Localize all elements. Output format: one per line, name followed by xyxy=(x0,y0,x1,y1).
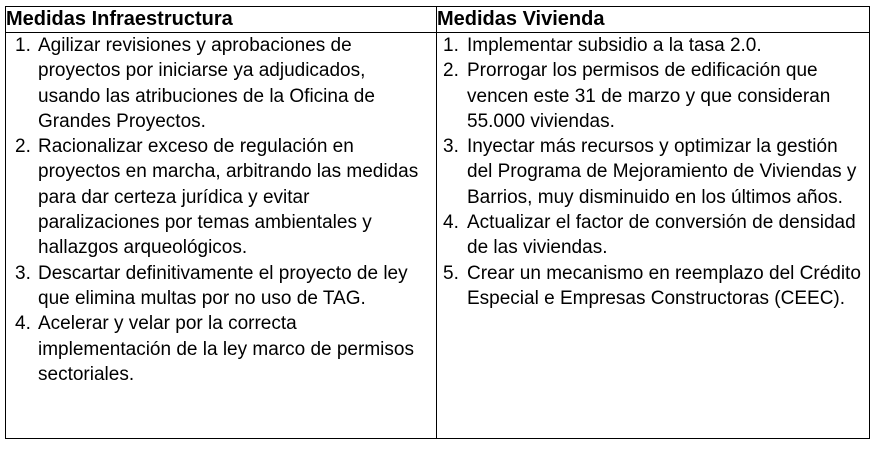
item-text: Inyectar más recursos y optimizar la gestión del Programa de Mejoramiento de Viviendas y Barrios, muy disminuido en los últimos años. xyxy=(467,136,857,208)
list-item xyxy=(437,58,869,134)
housing-header: Medidas Vivienda xyxy=(437,7,870,33)
item-text: Descartar definitivamente el proyecto de ley que elimina multas por no uso de TAG. xyxy=(38,262,408,309)
list-item xyxy=(6,261,436,312)
item-number: 2. xyxy=(15,136,31,158)
list-item xyxy=(437,33,869,58)
housing-list xyxy=(437,33,869,311)
list-item xyxy=(437,261,869,312)
item-number: 1. xyxy=(15,35,31,56)
infrastructure-list xyxy=(6,33,436,387)
list-item xyxy=(437,210,869,261)
infrastructure-header: Medidas Infraestructura xyxy=(6,7,437,33)
list-item xyxy=(6,134,436,260)
list-item xyxy=(6,33,436,134)
item-number: 2. xyxy=(443,60,459,82)
item-number: 1. xyxy=(443,35,459,56)
item-text: Racionalizar exceso de regulación en proyectos en marcha, arbitrando las medidas para dar certeza jurídica y evitar paralizaciones por temas ambientales y hallazgos arqueológicos. xyxy=(38,136,419,259)
item-number: 4. xyxy=(15,313,31,335)
list-item xyxy=(6,311,436,387)
item-text: Prorrogar los permisos de edificación que vencen este 31 de marzo y que consideran 55.000 viviendas. xyxy=(467,60,831,132)
body-row xyxy=(6,33,870,439)
measures-table xyxy=(5,6,870,439)
infrastructure-cell xyxy=(6,33,437,439)
item-number: 3. xyxy=(15,262,31,284)
item-text: Actualizar el factor de conversión de densidad de las viviendas. xyxy=(467,212,856,259)
item-text: Agilizar revisiones y aprobaciones de proyectos por iniciarse ya adjudicados, usando las atribuciones de la Oficina de Grandes Proyectos. xyxy=(38,35,375,132)
item-number: 4. xyxy=(443,212,459,234)
header-row xyxy=(6,7,870,33)
item-text: Implementar subsidio a la tasa 2.0. xyxy=(467,35,762,56)
list-item xyxy=(437,134,869,210)
item-text: Acelerar y velar por la correcta implementación de la ley marco de permisos sectoriales. xyxy=(38,313,414,385)
housing-cell xyxy=(437,33,870,439)
item-text: Crear un mecanismo en reemplazo del Crédito Especial e Empresas Constructoras (CEEC). xyxy=(467,262,861,309)
item-number: 5. xyxy=(443,262,459,284)
item-number: 3. xyxy=(443,136,459,158)
